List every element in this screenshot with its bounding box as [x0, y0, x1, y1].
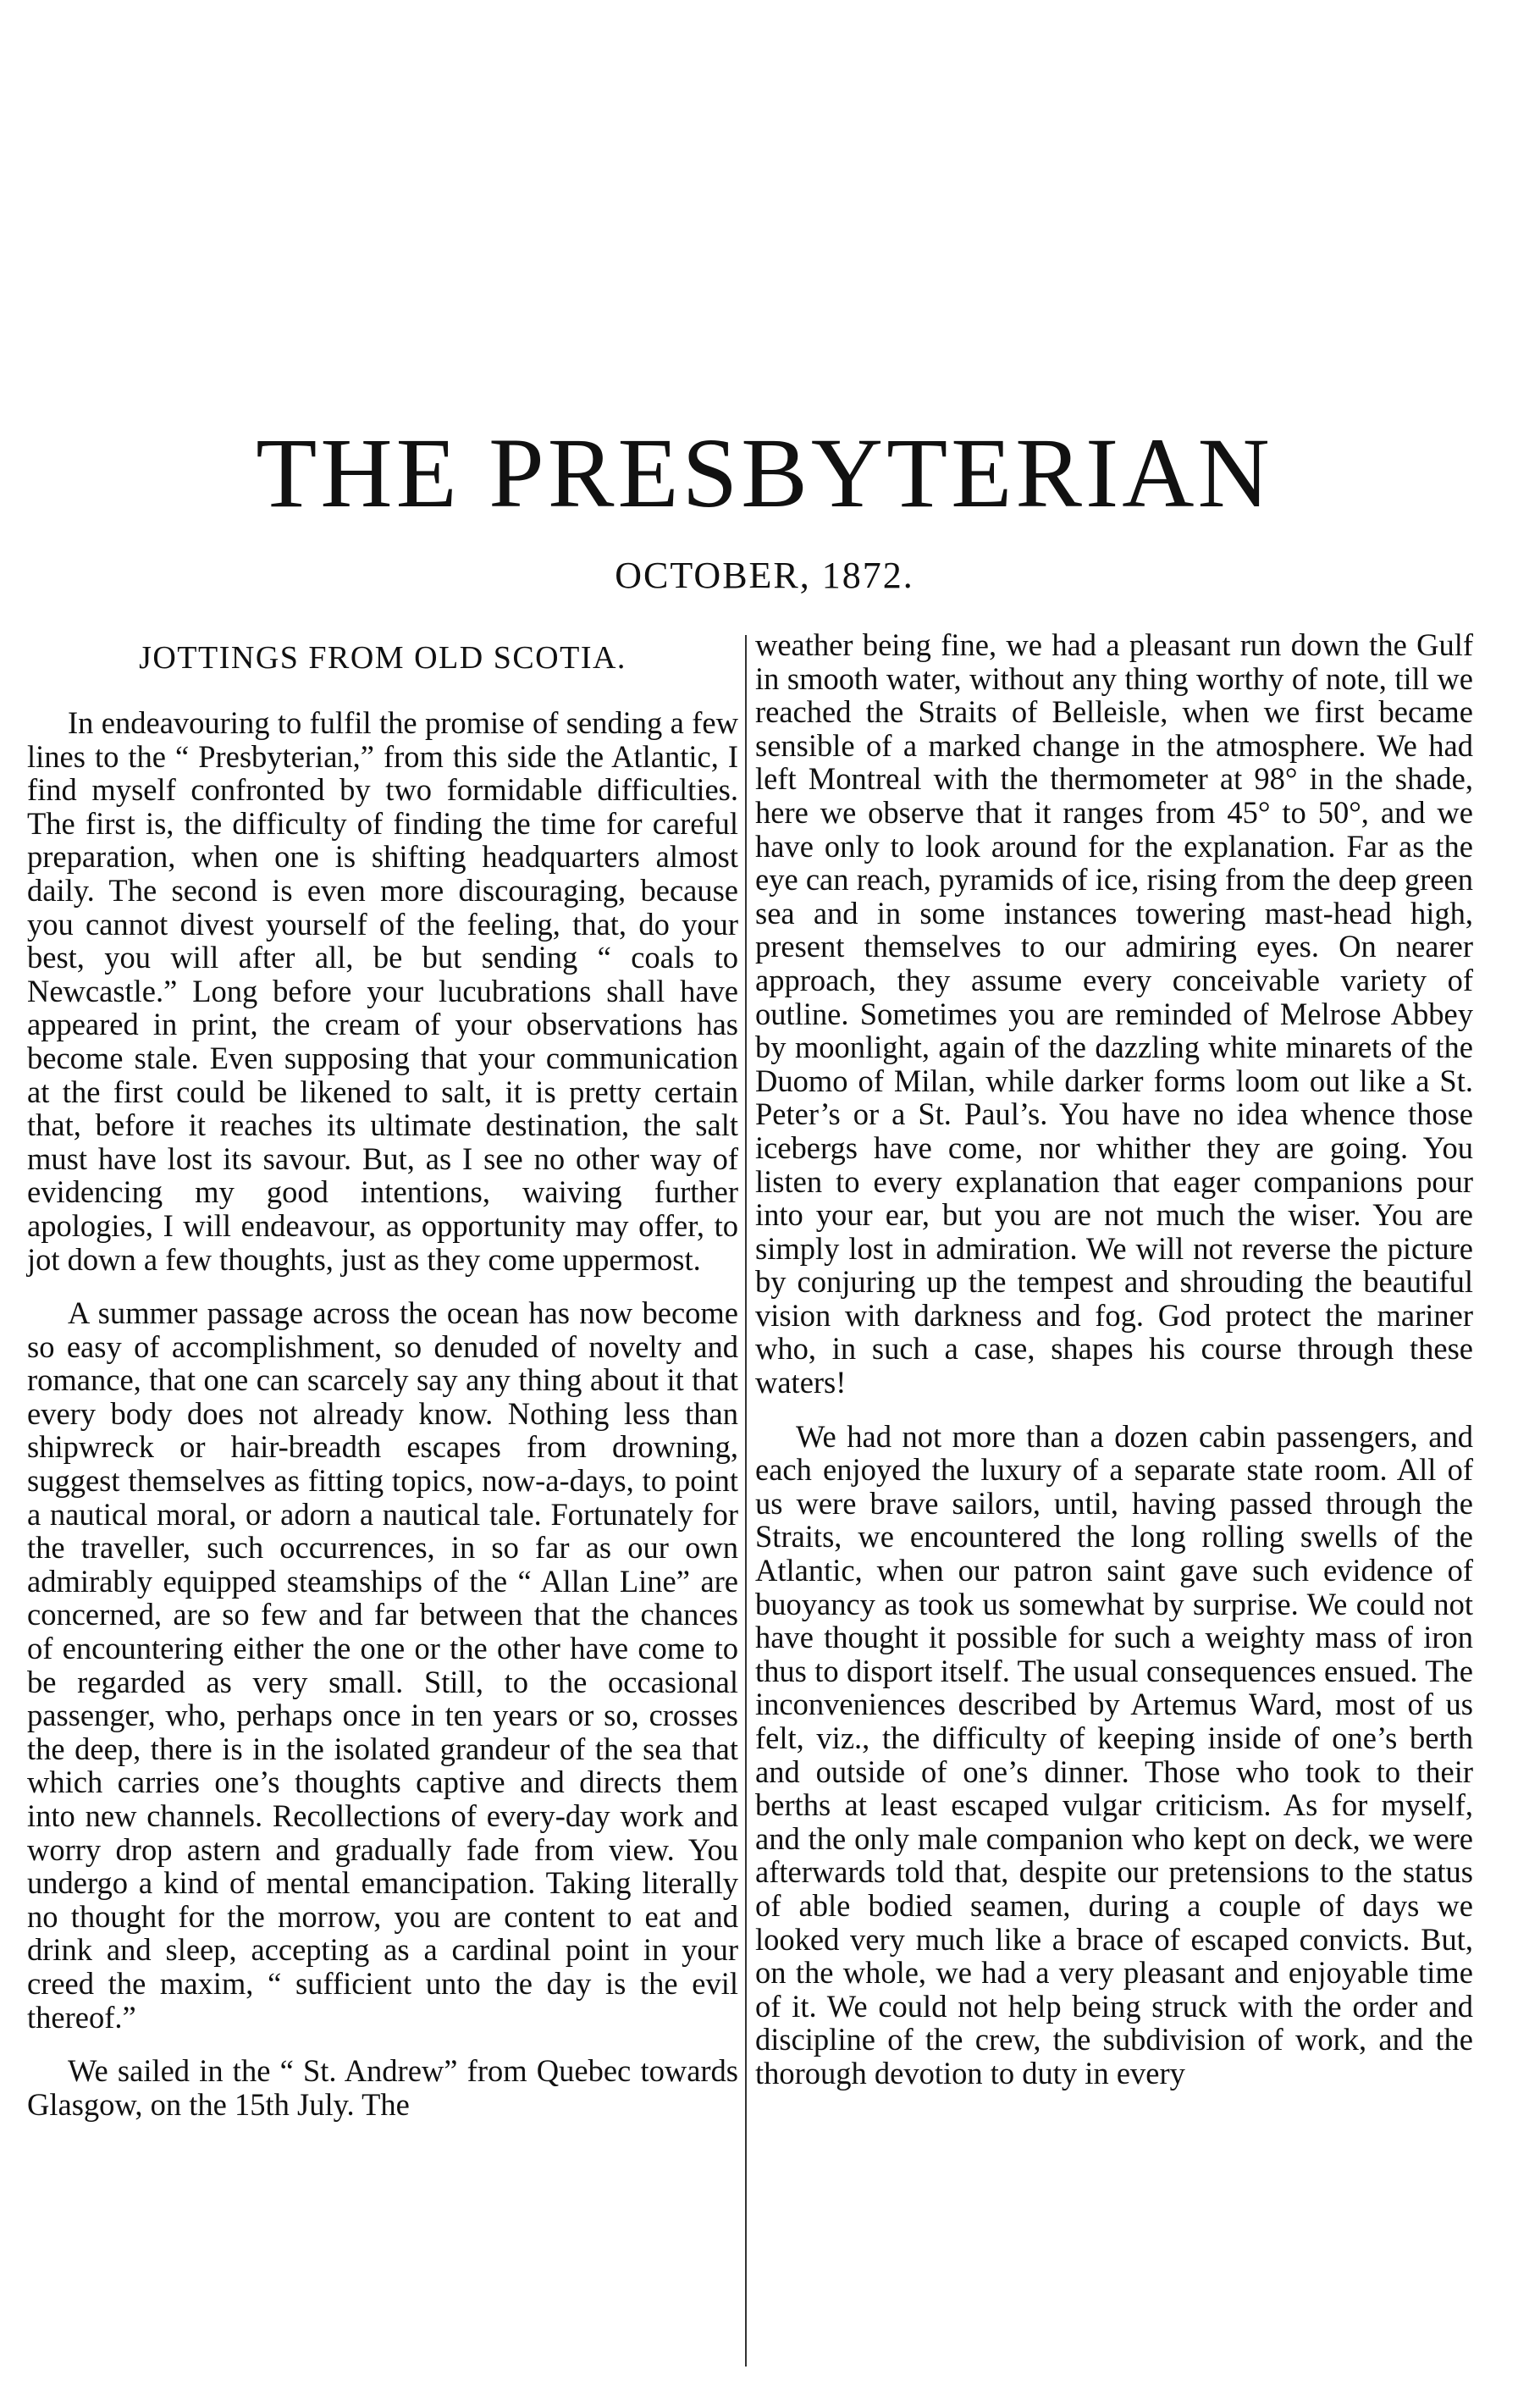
paragraph: We sailed in the “ St. Andrew” from Quebec towards Glasgow, on the 15th July. The — [27, 2053, 738, 2122]
masthead-title: THE PRESBYTERIAN — [256, 417, 1273, 528]
paragraph: A summer passage across the ocean has now become so easy of accomplishment, so denuded of novelty and romance, that one can scarcely say any thing about it that every body does not already know. Nothing less than shipwreck or hair-breadth escapes from drowning, suggest themselves as fitting topics, now-a-days, to point a nautical moral, or adorn a nautical tale. Fortunately for the traveller, such occurrences, in so far as our own admirably equipped steamships of the “ Allan Line” are concerned, are so few and far between that the chances of encountering either the one or the other have come to be regarded as very small. Still, to the occasional passenger, who, perhaps once in ten years or so, crosses the deep, there is in the isolated grandeur of the sea that which carries one’s thoughts captive and directs them into new channels. Recollections of every-day work and worry drop astern and gradually fade from view. You undergo a kind of mental emancipation. Taking literally no thought for the morrow, you are content to eat and drink and sleep, accepting as a cardinal point in your creed the maxim, “ sufficient unto the day is the evil thereof.” — [27, 1295, 738, 2035]
paragraph: In endeavouring to fulfil the promise of sending a few lines to the “ Presbyterian,” from this side the Atlantic, I find myself confronted by two formidable difficulties. The first is, the difficulty of finding the time for careful preparation, when one is shifting headquarters almost daily. The second is even more discouraging, because you cannot divest yourself of the feeling, that, do your best, you will after all, be but sending “ coals to Newcastle.” Long before your lucubrations shall have appeared in print, the cream of your observations has become stale. Even supposing that your communication at the first could be likened to salt, it is pretty certain that, before it reaches its ultimate destination, the salt must have lost its savour. But, as I see no other way of evidencing my good intentions, waiving further apologies, I will endeavour, as opportunity may offer, to jot down a few thoughts, just as they come uppermost. — [27, 705, 738, 1277]
column-divider — [745, 635, 747, 2367]
article-title: JOTTINGS FROM OLD SCOTIA. — [139, 640, 627, 676]
paragraph: We had not more than a dozen cabin passengers, and each enjoyed the luxury of a separate state room. All of us were brave sailors, until, having passed through the Straits, we encountered the long rolling swells of the Atlantic, when our patron saint gave such evidence of buoyancy as took us somewhat by surprise. We could not have thought it possible for such a weighty mass of iron thus to disport itself. The usual consequences ensued. The inconveniences described by Artemus Ward, most of us felt, viz., the difficulty of keeping inside of one’s berth and outside of one’s dinner. Those who took to their berths at least escaped vulgar criticism. As for myself, and the only male companion who kept on deck, we were afterwards told that, despite our pretensions to the status of able bodied seamen, during a couple of days we looked very much like a brace of escaped convicts. But, on the whole, we had a very pleasant and enjoyable time of it. We could not help being struck with the order and discipline of the crew, the subdivision of work, and the thorough devotion to duty in every — [755, 1418, 1473, 2090]
left-column — [27, 633, 738, 2141]
paragraph-continuation: weather being fine, we had a pleasant run down the Gulf in smooth water, without any thing worthy of note, till we reached the Straits of Belleisle, when we first became sensible of a marked change in the atmosphere. We had left Montreal with the thermometer at 98° in the shade, here we observe that it ranges from 45° to 50°, and we have only to look around for the explanation. Far as the eye can reach, pyramids of ice, rising from the deep green sea and in some instances towering mast-head high, present themselves to our admiring eyes. On nearer approach, they assume every conceivable variety of outline. Sometimes you are reminded of Melrose Abbey by moonlight, again of the dazzling white minarets of the Duomo of Milan, while darker forms loom out like a St. Peter’s or a St. Paul’s. You have no idea whence those icebergs have come, nor whither they are going. You listen to every explanation that eager companions pour into your ear, but you are not much the wiser. You are simply lost in admiration. We will not reverse the picture by conjuring up the tempest and shrouding the beautiful vision with darkness and fog. God protect the mariner who, in such a case, shapes his course through these waters! — [755, 627, 1473, 1400]
right-column — [755, 628, 1473, 2111]
issue-date: OCTOBER, 1872. — [615, 555, 914, 596]
